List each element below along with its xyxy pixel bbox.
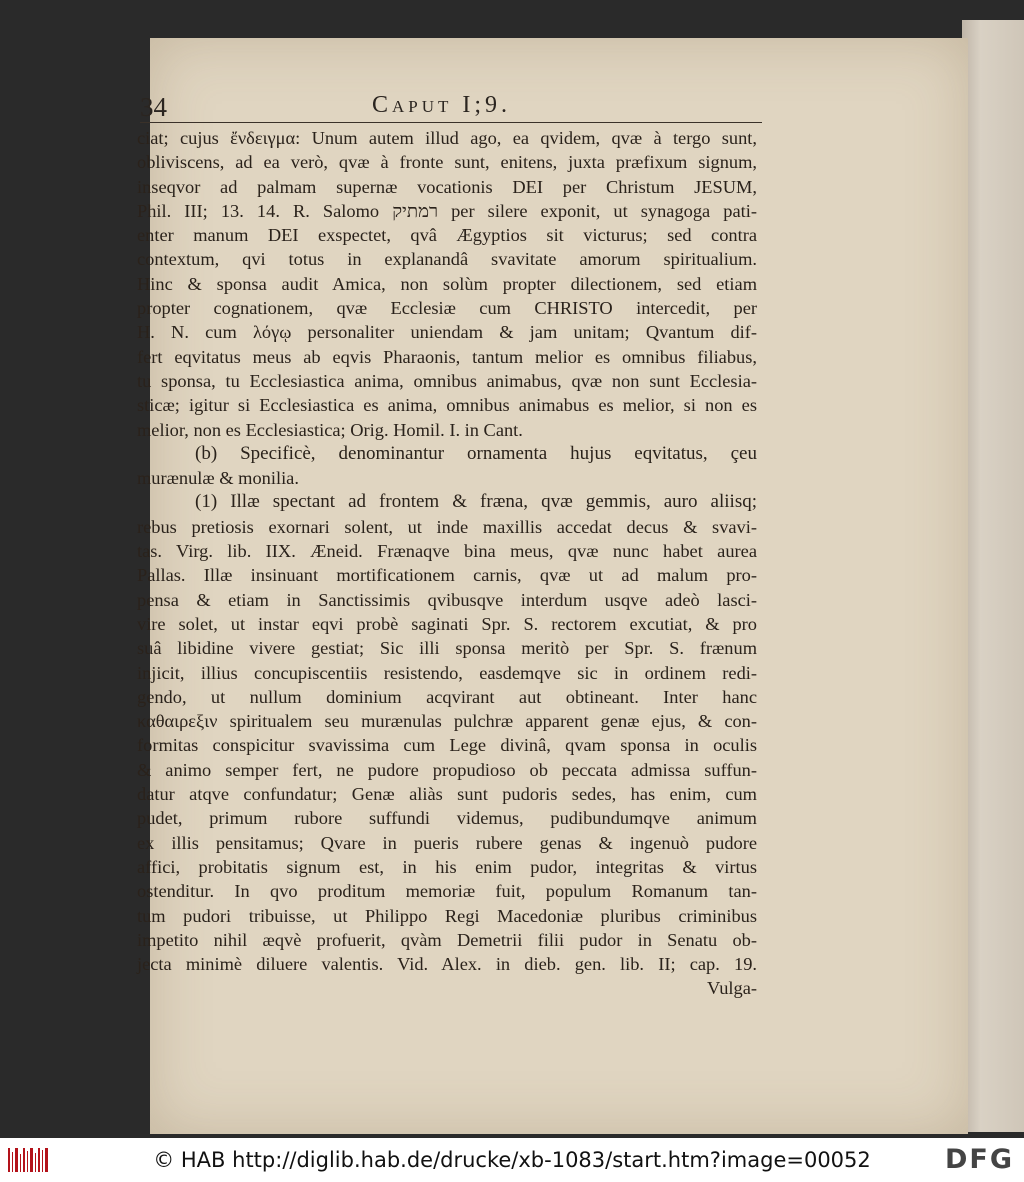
text-line: jecta minimè diluere valentis. Vid. Alex. in dieb. gen. lib. II; cap. 19. bbox=[137, 954, 757, 975]
text-line: obliviscens, ad ea verò, qvæ à fronte sunt, enitens, juxta præfixum signum, bbox=[137, 152, 757, 173]
text-line: ostenditur. In qvo proditum memoriæ fuit, populum Romanum tan- bbox=[137, 881, 757, 902]
text-line: tas. Virg. lib. IIX. Æneid. Frænaqve bina meus, qvæ nunc habet aurea bbox=[137, 541, 757, 562]
catchword: Vulga- bbox=[707, 978, 757, 999]
text-line: inseqvor ad palmam supernæ vocationis DEI per Christum JESUM, bbox=[137, 176, 757, 197]
page-header bbox=[140, 92, 750, 122]
text-line: Pallas. Illæ insinuant mortificationem carnis, qvæ ut ad malum pro- bbox=[137, 565, 757, 586]
text-line: murænulæ & monilia. bbox=[137, 468, 299, 489]
text-line: ex illis pensitamus; Qvare in pueris rubere genas & ingenuò pudore bbox=[137, 832, 757, 853]
text-line: pensa & etiam in Sanctissimis qvibusqve interdum usqve adeò lasci- bbox=[137, 589, 757, 610]
text-line: impetito nihil æqvè profuerit, qvàm Demetrii filii pudor in Senatu ob- bbox=[137, 929, 757, 950]
viewer-footer bbox=[0, 1138, 1024, 1182]
text-line: ciat; cujus ἔνδειγμα: Unum autem illud ago, ea qvidem, qvæ à tergo sunt, bbox=[137, 128, 757, 148]
text-line: affici, probitatis signum est, in his enim pudor, integritas & virtus bbox=[137, 856, 757, 877]
text-line: fert eqvitatus meus ab eqvis Pharaonis, tantum melior es omnibus filiabus, bbox=[137, 346, 757, 367]
page-text bbox=[137, 126, 757, 1001]
text-line: suâ libidine vivere gestiat; Sic illi sponsa meritò per Spr. S. frænum bbox=[137, 638, 757, 659]
text-line: vire solet, ut instar eqvi probè saginati Spr. S. rectorem excutiat, & pro bbox=[137, 613, 757, 634]
text-line: pudet, primum rubore suffundi videmus, pudibundumqve animum bbox=[137, 808, 757, 829]
text-line: formitas conspicitur svavissima cum Lege divinâ, qvam sponsa in oculis bbox=[137, 735, 757, 756]
text-line: propter cognationem, qvæ Ecclesiæ cum CHRISTO intercedit, per bbox=[137, 298, 757, 319]
text-line: & animo semper fert, ne pudore propudioso ob peccata admissa suffun- bbox=[137, 759, 757, 780]
text-line: tu sponsa, tu Ecclesiastica anima, omnibus animabus, qvæ non sunt Ecclesia- bbox=[137, 370, 757, 391]
dfg-logo: DFG bbox=[944, 1144, 1014, 1175]
text-line: contextum, qvi totus in explanandâ svavitate amorum spiritualium. bbox=[137, 249, 757, 270]
text-line: καθαιρεξιν spiritualem seu murænulas pulchræ apparent genæ ejus, & con- bbox=[137, 711, 757, 732]
text-line: tum pudori tribuisse, ut Philippo Regi Macedoniæ pluribus criminibus bbox=[137, 905, 757, 926]
text-line: rebus pretiosis exornari solent, ut inde maxillis accedat decus & svavi- bbox=[137, 516, 757, 537]
text-line: sticæ; igitur si Ecclesiastica es anima, omnibus animabus es melior, si non es bbox=[137, 395, 757, 416]
text-line: melior, non es Ecclesiastica; Orig. Homil. I. in Cant. bbox=[137, 419, 523, 440]
text-line: datur atqve confundatur; Genæ aliàs sunt pudoris sedes, has enim, cum bbox=[137, 784, 757, 805]
text-line: enter manum DEI exspectet, qvâ Ægyptios sit victurus; sed contra bbox=[137, 225, 757, 246]
page-number: 34 bbox=[140, 92, 167, 122]
text-line: injicit, illius concupiscentiis resistendo, easdemqve sic in ordinem redi- bbox=[137, 662, 757, 683]
facing-page-edge bbox=[962, 20, 1024, 1132]
footer-credit-link[interactable]: © HAB http://diglib.hab.de/drucke/xb-1083/start.htm?image=00052 bbox=[153, 1148, 871, 1172]
text-line: gendo, ut nullum dominium acqvirant aut obtineant. Inter hanc bbox=[137, 686, 757, 707]
text-line: Hinc & sponsa audit Amica, non solùm propter dilectionem, sed etiam bbox=[137, 273, 757, 294]
header-rule bbox=[140, 122, 762, 123]
text-line: Phil. III; 13. 14. R. Salomo רמתיק per silere exponit, ut synagoga pati- bbox=[137, 200, 757, 221]
text-line: H. N. cum λόγῳ personaliter uniendam & jam unitam; Qvantum dif- bbox=[137, 322, 757, 343]
text-line: (b) Specificè, denominantur ornamenta hujus eqvitatus, çeu bbox=[195, 442, 757, 464]
running-head: Caput I;9. bbox=[372, 92, 512, 118]
text-line: (1) Illæ spectant ad frontem & fræna, qvæ gemmis, auro aliisq; bbox=[195, 491, 757, 513]
